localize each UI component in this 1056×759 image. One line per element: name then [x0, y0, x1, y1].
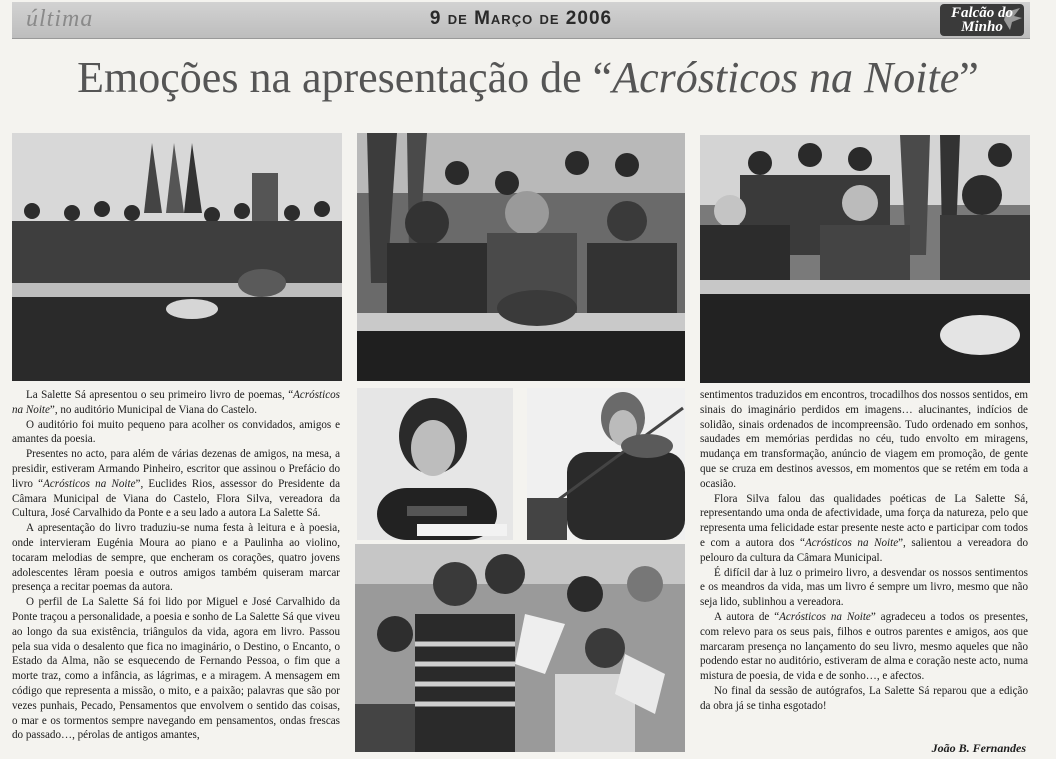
photo-violinist [527, 388, 685, 540]
page-header-bar [12, 2, 1030, 39]
paragraph: A autora de “Acrósticos na Noite” agradeceu a todos os presentes, com relevo para os seus pais, filhos e outros parentes e amigos, aos que marcaram presença no lançamento do seu livro, mesmo aqueles que não podendo estar no auditório, estiveram de alma e coração neste acto, numa mistura de poesia, de vida e de sonho…, e afectos. [700, 610, 1028, 683]
photo-panel-center [357, 133, 685, 381]
paragraph: No final da sessão de autógrafos, La Salette Sá reparou que a edição da obra já se tinha esgotado! [700, 684, 1028, 712]
photo-youth-reading [355, 544, 685, 752]
paragraph: La Salette Sá apresentou o seu primeiro livro de poemas, “Acrósticos na Noite”, no auditório Municipal de Viana do Castelo. [12, 389, 340, 416]
headline-part3: ” [959, 53, 979, 102]
author-byline: João B. Fernandes [931, 741, 1026, 755]
logo-text: Falcão do Minho [950, 5, 1014, 35]
article-column-3 [700, 388, 1028, 714]
section-label: última [26, 6, 94, 32]
paragraph: Flora Silva falou das qualidades poéticas de La Salette Sá, representando uma onda de afectividade, uma força da natureza, pelo que representa uma felicidade estar presente neste acto e participar com todos e com a autora dos “Acrósticos na Noite”, salientou a vereadora do pelouro da cultura da Câmara Municipal. [700, 492, 1028, 564]
newspaper-logo [940, 4, 1024, 36]
paragraph: sentimentos traduzidos em encontros, trocadilhos dos nossos sentidos, em sinais do imaginário perdidos em imagens… alucinantes, indícios de solidão, sinais ordenados de incompreensão. Tudo ordenado em sonhos, saudades em memórias perdidas no céu, tudo envolto em miragens, mudança em transformação, anúncio de viagem em promoção, de gente que se cruza em destinos avessos, em momentos que se retém em toda a ocasião. [700, 389, 1028, 490]
photo-audience-table [12, 133, 342, 381]
photo-panel-right [700, 135, 1030, 383]
article-column-1 [12, 388, 340, 743]
issue-date: 9 de Março de 2006 [429, 8, 613, 29]
paragraph: É difícil dar à luz o primeiro livro, a desvendar os nossos sentimentos e os meandros da vida, mas um livro é sempre um livro, mesmo que não seja lido, sublinhou a vereadora. [700, 566, 1028, 609]
paragraph: A apresentação do livro traduziu-se numa festa à leitura e à poesia, onde intervieram Eugénia Moura ao piano e a Paulinha ao violino, tocaram melodias de sempre, que encheram os corações, quatro jovens adolescentes lêram poesia e outros amigos também quiseram marcar presença a recitar poemas da autora. [12, 522, 340, 594]
paragraph: Presentes no acto, para além de várias dezenas de amigos, na mesa, a presidir, estiveram Armando Pinheiro, escritor que assinou o Prefácio do livro “Acrósticos na Noite”, Euclides Rios, assessor do Presidente da Câmara Municipal de Viana do Castelo, Flora Silva, vereadora da Cultura, José Carvalhido da Ponte e a seu lado a autora La Salette Sá. [12, 448, 340, 520]
photo-author-portrait [357, 388, 513, 540]
headline-part1: Emoções na apresentação de “ [77, 53, 613, 102]
paragraph: O auditório foi muito pequeno para acolher os convidados, amigos e amantes da poesia. [12, 418, 340, 446]
paragraph: O perfil de La Salette Sá foi lido por Miguel e José Carvalhido da Ponte traçou a personalidade, a poesia e sonho de La Salette Sá que viveu ao longo da sua existência, triângulos da vida, agora em livro. Passou pela sua vida o desalento que fica no imaginário, o Destino, o Encanto, o Estado da Alma, não se esquecendo de Fernando Pessoa, o fim que a morte traz, como a infância, as lágrimas, e a miragem. A mensagem em código que representa a missão, o mito, e a paixão; palavras que são por vezes punhais, Pecado, Pensamentos que envolvem o sentido das coisas, o mar e os tormentos sempre navegando em pensamentos, ondas frescas do passado…, pérolas de antigos amantes, [12, 596, 340, 742]
headline-book-title: Acrósticos na Noite [612, 53, 960, 102]
article-headline [0, 52, 1056, 103]
